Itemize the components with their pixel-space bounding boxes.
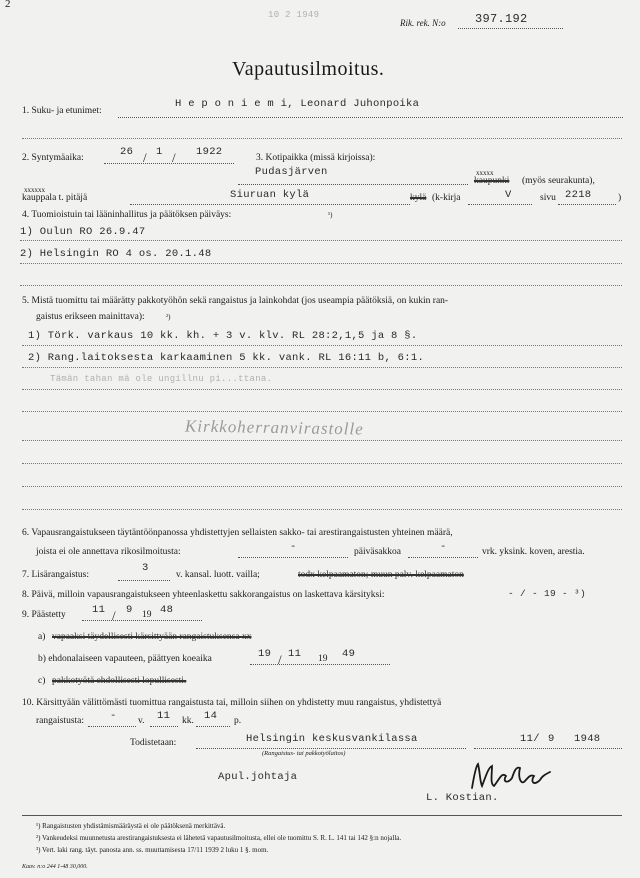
- served-months-line: [150, 726, 178, 727]
- printer-mark: Kaav. n:o 244 1-48 30,000.: [22, 864, 88, 870]
- released-slash: /: [112, 608, 116, 623]
- footnote-2-mark: ²): [166, 313, 171, 321]
- birth-slash-1: /: [143, 150, 147, 165]
- attest-institution-caption: (Rangaistus- tai pakkotyölaitos): [262, 750, 346, 757]
- court-line-2: 2) Helsingin RO 4 os. 20.1.48: [20, 248, 212, 260]
- offense-label-line-2: gaistus erikseen mainittava):: [36, 312, 145, 322]
- fines-line-1: 6. Vapausrangaistukseen täytäntöönpanossa yhdistettyjen sellaisten sakko- tai arestirangaistusten yhteinen määrä,: [22, 528, 453, 538]
- offense-rule-1: [22, 345, 622, 346]
- birth-slash-2: /: [172, 150, 176, 165]
- attest-year: 1948: [574, 733, 601, 745]
- seurakunta-text: (myös seurakunta),: [522, 176, 595, 186]
- court-rule-3: [20, 285, 622, 286]
- served-label: rangaistusta:: [36, 716, 85, 726]
- birth-day: 26: [120, 146, 134, 158]
- handwritten-signature: [468, 758, 556, 794]
- offense-label-line-1: 5. Mistä tuomittu tai määrätty pakkotyöhön sekä rangaistus ja lainkohdat (jos useampia päätöksiä, on kukin ran-: [22, 296, 449, 306]
- released-year-prefix: 19: [142, 610, 152, 620]
- residence-place: Pudasjärven: [255, 166, 328, 178]
- residence-line: [238, 184, 468, 185]
- reg-line: [458, 28, 563, 29]
- served-days-line: [196, 726, 230, 727]
- probation-line: [250, 664, 390, 665]
- birthdate-label: 2. Syntymäaika:: [22, 153, 84, 163]
- name-value: H e p o n i e m i, Leonard Juhonpoika: [175, 98, 420, 110]
- probation-slash: /: [278, 652, 282, 667]
- served-line-1: 10. Kärsittyään välittömästi tuomittua rangaistusta tai, milloin siihen on yhdistetty muu rangaistus, yhdistettyä: [22, 698, 442, 708]
- offense-line-1: 1) Törk. varkaus 10 kk. kh. + 3 v. klv. RL 28:2,1,5 ja 8 §.: [28, 330, 418, 342]
- offense-rule-8: [22, 509, 622, 510]
- served-months: 11: [157, 710, 171, 722]
- served-months-unit: kk.: [182, 716, 194, 726]
- served-years-unit: v.: [138, 716, 145, 726]
- attest-month: 9: [548, 733, 555, 745]
- court-rule-1: [20, 240, 622, 241]
- document-title: Vapautusilmoitus.: [232, 58, 385, 80]
- footnote-2: ²) Vankeudeksi muunnetusta arestirangaistuksesta ei lähetetä vapautusilmoitusta, ellei ole tuomittu S. R. L. 141 tai 142 §:n nojalla.: [36, 834, 402, 842]
- release-option-b-text: b) ehdonalaiseen vapauteen, päättyen koeaika: [38, 654, 212, 664]
- name-label: 1. Suku- ja etunimet:: [22, 106, 102, 116]
- kaupunki-text: kaupunki: [474, 176, 510, 186]
- released-year: 48: [160, 604, 174, 616]
- name-line: [118, 117, 623, 118]
- kirkkoherranvirasto-stamp: Kirkkoherranvirastolle: [184, 416, 364, 439]
- footnote-1-mark: ¹): [328, 211, 333, 219]
- served-years-line: [88, 726, 136, 727]
- additional-years: 3: [142, 562, 149, 574]
- reg-number: 397.192: [475, 12, 528, 26]
- attest-day: 11/: [520, 733, 540, 745]
- kauppala-xs: xxxxxx: [24, 186, 45, 194]
- attest-institution: Helsingin keskusvankilassa: [246, 733, 418, 745]
- offense-rule-5: [22, 440, 622, 441]
- court-line-1: 1) Oulun RO 26.9.47: [20, 226, 146, 238]
- probation-year-prefix: 19: [318, 654, 328, 664]
- fine-served-value: - / - 19 - ³): [508, 588, 587, 599]
- court-label: 4. Tuomioistuin tai lääninhallitus ja päätöksen päiväys:: [22, 210, 232, 220]
- fines-day-label: päiväsakkoa: [354, 547, 401, 557]
- release-option-a-label: a): [38, 632, 46, 642]
- probation-month: 11: [288, 648, 302, 660]
- probation-year: 49: [342, 648, 356, 660]
- kkirja-volume: V: [505, 189, 512, 201]
- additional-text: v. kansal. luott. vailla;: [176, 570, 260, 580]
- sivu-label: sivu: [540, 193, 556, 203]
- release-option-c-label: c): [38, 676, 46, 686]
- released-month: 9: [126, 604, 133, 616]
- release-option-c-struck: pakkotyötä ehdollisesti lopullisesti.: [52, 676, 187, 686]
- released-line: [82, 620, 202, 621]
- page-line: [558, 204, 616, 205]
- birth-month: 1: [156, 146, 163, 158]
- reg-label: Rik. rek. N:o: [400, 18, 446, 28]
- offense-line-2: 2) Rang.laitoksesta karkaaminen 5 kk. vank. RL 16:11 b, 6:1.: [28, 352, 425, 364]
- offense-rule-3: [22, 389, 622, 390]
- footnote-1: ¹) Rangaistusten yhdistämismääräystä ei ole päätöksenä merkittävä.: [36, 822, 226, 830]
- footnote-3: ³) Vert. laki rang. täyt. panosta ann. ss. muuttamisesta 17/11 1939 2 luku 1 §. mom.: [36, 846, 269, 854]
- release-option-a-struck: vapaaksi täydellisesti kärsittyään rangaistuksensa xx: [52, 632, 252, 642]
- fines-value-b: -: [440, 541, 447, 553]
- attest-date-line: [474, 748, 622, 749]
- offense-rule-7: [22, 486, 622, 487]
- kyla-text: kylä: [410, 193, 427, 203]
- served-years: -: [110, 710, 117, 722]
- probation-day: 19: [258, 648, 272, 660]
- page-close: ): [618, 193, 622, 203]
- additional-label: 7. Lisärangaistus:: [22, 570, 90, 580]
- kkirja-label: (k-kirja: [432, 193, 461, 203]
- fines-value-a: -: [290, 541, 297, 553]
- footnote-divider: [22, 815, 622, 816]
- birth-year: 1922: [196, 146, 223, 158]
- fines-arrest-label: vrk. yksink. koven, arestia.: [482, 547, 585, 557]
- offense-rule-4: [22, 411, 622, 412]
- fines-line-b: [408, 557, 478, 558]
- village-value: Siuruan kylä: [230, 189, 310, 201]
- served-days: 14: [204, 710, 218, 722]
- village-line: [130, 204, 410, 205]
- attest-institution-line: [196, 748, 466, 749]
- additional-line: [118, 580, 170, 581]
- fine-served-text: 8. Päivä, milloin vapausrangaistukseen yhteenlaskettu sakkorangaistus on laskettava kärsityksi:: [22, 590, 385, 600]
- fines-label: joista ei ole annettava rikosilmoitusta:: [36, 547, 181, 557]
- offense-rule-6: [22, 463, 622, 464]
- blank-rule: [22, 138, 622, 139]
- offense-faint-note: Tämän tahan mä ole ungillnu pi...ttana.: [50, 374, 273, 384]
- offense-rule-2: [22, 367, 622, 368]
- attest-label: Todistetaan:: [130, 738, 177, 748]
- corner-mark: 2: [5, 0, 11, 10]
- residence-label: 3. Kotipaikka (missä kirjoissa):: [256, 153, 376, 163]
- signer-name: L. Kostian.: [426, 792, 499, 804]
- fines-line-a: [238, 557, 348, 558]
- court-rule-2: [20, 263, 622, 264]
- birthdate-line: [104, 163, 234, 164]
- official-title: Apul.johtaja: [218, 771, 298, 783]
- kaupunki-xs: xxxxx: [476, 169, 494, 177]
- volume-line: [468, 204, 532, 205]
- served-days-unit: p.: [234, 716, 242, 726]
- additional-struck: todx kelpaamaton; muun palv. kelpaamaton: [298, 570, 464, 580]
- released-day: 11: [92, 604, 106, 616]
- received-stamp-date: 10 2 1949: [268, 10, 320, 20]
- released-label: 9. Päästetty: [22, 610, 66, 620]
- kauppala-label: kauppala t. pitäjä: [22, 193, 88, 203]
- kkirja-page: 2218: [565, 189, 592, 201]
